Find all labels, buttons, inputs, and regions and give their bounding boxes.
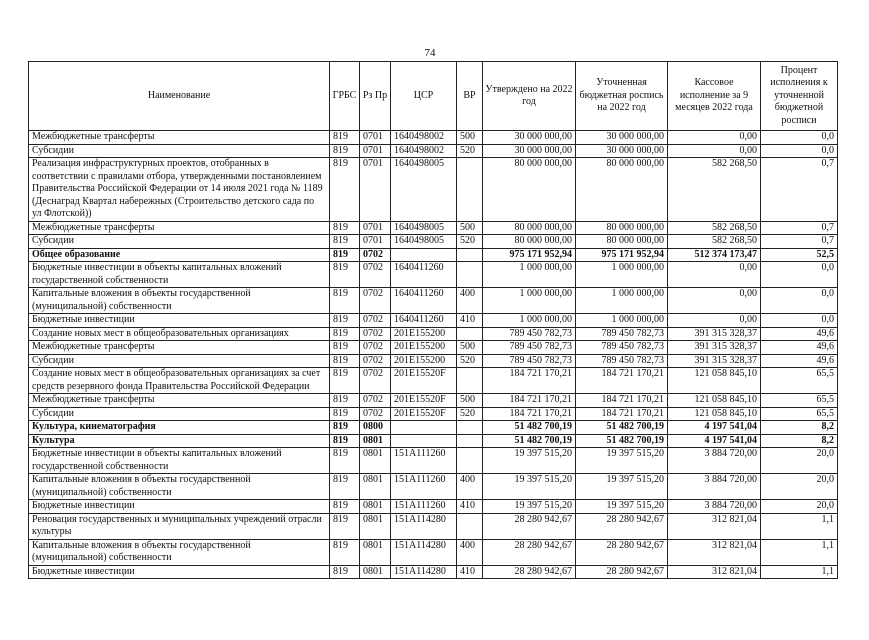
cell-approved: 30 000 000,00	[483, 144, 576, 158]
cell-grbs: 819	[330, 314, 360, 328]
cell-rz-pr: 0702	[360, 368, 391, 394]
cell-percent: 49,6	[761, 354, 838, 368]
cell-vr	[457, 158, 483, 222]
cell-grbs: 819	[330, 288, 360, 314]
cell-cash: 121 058 845,10	[668, 368, 761, 394]
cell-vr	[457, 327, 483, 341]
cell-cash: 312 821,04	[668, 565, 761, 579]
cell-percent: 0,0	[761, 262, 838, 288]
cell-cash: 0,00	[668, 262, 761, 288]
table-row	[29, 248, 838, 262]
header-rz-pr: Рз Пр	[360, 62, 391, 131]
cell-csr: 1640498005	[391, 158, 457, 222]
table-row	[29, 421, 838, 435]
cell-approved: 19 397 515,20	[483, 448, 576, 474]
cell-percent: 65,5	[761, 394, 838, 408]
cell-name: Капитальные вложения в объекты государственной (муниципальной) собственности	[29, 474, 330, 500]
table-row	[29, 565, 838, 579]
cell-csr: 1640498005	[391, 235, 457, 249]
table-row	[29, 144, 838, 158]
cell-cash: 0,00	[668, 131, 761, 145]
cell-cash: 391 315 328,37	[668, 354, 761, 368]
cell-approved: 184 721 170,21	[483, 407, 576, 421]
cell-percent: 49,6	[761, 341, 838, 355]
cell-vr	[457, 368, 483, 394]
cell-percent: 20,0	[761, 448, 838, 474]
cell-grbs: 819	[330, 539, 360, 565]
table-row	[29, 354, 838, 368]
cell-cash: 512 374 173,47	[668, 248, 761, 262]
table-row	[29, 407, 838, 421]
cell-csr: 1640411260	[391, 314, 457, 328]
cell-approved: 80 000 000,00	[483, 158, 576, 222]
cell-approved: 28 280 942,67	[483, 539, 576, 565]
cell-vr: 500	[457, 131, 483, 145]
cell-csr: 1640411260	[391, 262, 457, 288]
cell-rz-pr: 0800	[360, 421, 391, 435]
table-row	[29, 314, 838, 328]
table-row	[29, 434, 838, 448]
cell-name: Реализация инфраструктурных проектов, отобранных в соответствии с правилами отбора, утвержденными постановлением Правительства Российской Федерации от 14 июля 2021 года № 1189 (Деснаград Квартал набережных (Строительство детского сада по ул Флотской))	[29, 158, 330, 222]
cell-grbs: 819	[330, 354, 360, 368]
cell-name: Субсидии	[29, 354, 330, 368]
cell-refined: 184 721 170,21	[576, 407, 668, 421]
cell-percent: 1,1	[761, 539, 838, 565]
cell-approved: 789 450 782,73	[483, 327, 576, 341]
table-row	[29, 327, 838, 341]
cell-percent: 0,7	[761, 235, 838, 249]
cell-rz-pr: 0702	[360, 248, 391, 262]
cell-refined: 184 721 170,21	[576, 368, 668, 394]
cell-refined: 789 450 782,73	[576, 341, 668, 355]
table-row	[29, 474, 838, 500]
table-row	[29, 368, 838, 394]
table-body	[29, 131, 838, 579]
cell-csr: 1640411260	[391, 288, 457, 314]
cell-refined: 1 000 000,00	[576, 262, 668, 288]
cell-csr	[391, 248, 457, 262]
cell-grbs: 819	[330, 500, 360, 514]
cell-cash: 3 884 720,00	[668, 500, 761, 514]
cell-vr: 500	[457, 221, 483, 235]
table-row	[29, 539, 838, 565]
cell-refined: 1 000 000,00	[576, 314, 668, 328]
cell-percent: 20,0	[761, 500, 838, 514]
cell-name: Субсидии	[29, 235, 330, 249]
cell-approved: 1 000 000,00	[483, 262, 576, 288]
cell-csr: 201E155200	[391, 327, 457, 341]
cell-name: Межбюджетные трансферты	[29, 221, 330, 235]
header-name: Наименование	[29, 62, 330, 131]
cell-rz-pr: 0701	[360, 158, 391, 222]
cell-percent: 65,5	[761, 368, 838, 394]
cell-name: Бюджетные инвестиции	[29, 565, 330, 579]
cell-percent: 1,1	[761, 513, 838, 539]
cell-refined: 789 450 782,73	[576, 354, 668, 368]
cell-approved: 975 171 952,94	[483, 248, 576, 262]
cell-percent: 0,7	[761, 158, 838, 222]
header-grbs: ГРБС	[330, 62, 360, 131]
cell-percent: 8,2	[761, 421, 838, 435]
cell-grbs: 819	[330, 513, 360, 539]
cell-rz-pr: 0801	[360, 448, 391, 474]
cell-percent: 65,5	[761, 407, 838, 421]
cell-cash: 0,00	[668, 144, 761, 158]
cell-vr: 410	[457, 565, 483, 579]
cell-csr: 151A111260	[391, 474, 457, 500]
cell-csr	[391, 434, 457, 448]
cell-refined: 1 000 000,00	[576, 288, 668, 314]
cell-vr: 520	[457, 235, 483, 249]
cell-approved: 19 397 515,20	[483, 500, 576, 514]
cell-rz-pr: 0702	[360, 314, 391, 328]
cell-csr: 151A111260	[391, 500, 457, 514]
table-row	[29, 448, 838, 474]
table-row	[29, 500, 838, 514]
cell-vr	[457, 421, 483, 435]
cell-refined: 28 280 942,67	[576, 565, 668, 579]
cell-percent: 8,2	[761, 434, 838, 448]
cell-approved: 1 000 000,00	[483, 314, 576, 328]
cell-rz-pr: 0801	[360, 565, 391, 579]
header-csr: ЦСР	[391, 62, 457, 131]
page-number: 74	[424, 47, 436, 59]
cell-approved: 184 721 170,21	[483, 368, 576, 394]
cell-name: Субсидии	[29, 407, 330, 421]
cell-name: Создание новых мест в общеобразовательных организациях за счет средств резервного фонда Правительства Российской Федерации	[29, 368, 330, 394]
cell-name: Межбюджетные трансферты	[29, 394, 330, 408]
cell-cash: 391 315 328,37	[668, 327, 761, 341]
cell-csr: 1640498005	[391, 221, 457, 235]
header-percent: Процент исполнения к уточненной бюджетной росписи	[761, 62, 838, 131]
cell-refined: 51 482 700,19	[576, 421, 668, 435]
cell-csr: 1640498002	[391, 131, 457, 145]
cell-grbs: 819	[330, 221, 360, 235]
cell-csr: 201E15520F	[391, 407, 457, 421]
cell-cash: 582 268,50	[668, 158, 761, 222]
cell-cash: 3 884 720,00	[668, 448, 761, 474]
cell-vr	[457, 262, 483, 288]
cell-cash: 312 821,04	[668, 539, 761, 565]
cell-percent: 0,0	[761, 131, 838, 145]
cell-name: Межбюджетные трансферты	[29, 131, 330, 145]
cell-vr	[457, 448, 483, 474]
table-row	[29, 288, 838, 314]
cell-grbs: 819	[330, 394, 360, 408]
cell-name: Культура	[29, 434, 330, 448]
cell-rz-pr: 0701	[360, 235, 391, 249]
cell-refined: 19 397 515,20	[576, 500, 668, 514]
cell-percent: 0,0	[761, 314, 838, 328]
cell-cash: 582 268,50	[668, 235, 761, 249]
cell-csr: 201E15520F	[391, 368, 457, 394]
cell-name: Реновация государственных и муниципальных учреждений отрасли культуры	[29, 513, 330, 539]
cell-csr: 201E15520F	[391, 394, 457, 408]
cell-name: Бюджетные инвестиции в объекты капитальных вложений государственной собственности	[29, 448, 330, 474]
cell-name: Бюджетные инвестиции в объекты капитальных вложений государственной собственности	[29, 262, 330, 288]
cell-name: Капитальные вложения в объекты государственной (муниципальной) собственности	[29, 539, 330, 565]
cell-csr: 151A114280	[391, 539, 457, 565]
cell-vr: 410	[457, 314, 483, 328]
cell-approved: 184 721 170,21	[483, 394, 576, 408]
cell-refined: 19 397 515,20	[576, 474, 668, 500]
cell-approved: 30 000 000,00	[483, 131, 576, 145]
cell-approved: 19 397 515,20	[483, 474, 576, 500]
cell-grbs: 819	[330, 434, 360, 448]
cell-percent: 1,1	[761, 565, 838, 579]
table-row	[29, 513, 838, 539]
cell-grbs: 819	[330, 368, 360, 394]
cell-grbs: 819	[330, 407, 360, 421]
cell-rz-pr: 0801	[360, 539, 391, 565]
cell-percent: 0,0	[761, 288, 838, 314]
cell-grbs: 819	[330, 262, 360, 288]
cell-refined: 28 280 942,67	[576, 513, 668, 539]
cell-vr: 400	[457, 288, 483, 314]
cell-cash: 0,00	[668, 314, 761, 328]
cell-cash: 582 268,50	[668, 221, 761, 235]
cell-name: Межбюджетные трансферты	[29, 341, 330, 355]
cell-approved: 51 482 700,19	[483, 434, 576, 448]
cell-refined: 28 280 942,67	[576, 539, 668, 565]
cell-approved: 51 482 700,19	[483, 421, 576, 435]
table-row	[29, 394, 838, 408]
cell-refined: 80 000 000,00	[576, 221, 668, 235]
table-row	[29, 235, 838, 249]
cell-approved: 80 000 000,00	[483, 221, 576, 235]
cell-approved: 28 280 942,67	[483, 513, 576, 539]
cell-refined: 51 482 700,19	[576, 434, 668, 448]
cell-approved: 80 000 000,00	[483, 235, 576, 249]
cell-rz-pr: 0801	[360, 513, 391, 539]
cell-refined: 80 000 000,00	[576, 158, 668, 222]
cell-cash: 312 821,04	[668, 513, 761, 539]
cell-rz-pr: 0702	[360, 407, 391, 421]
cell-name: Культура, кинематография	[29, 421, 330, 435]
cell-rz-pr: 0702	[360, 288, 391, 314]
cell-refined: 789 450 782,73	[576, 327, 668, 341]
budget-table	[28, 61, 838, 579]
cell-cash: 4 197 541,04	[668, 421, 761, 435]
cell-approved: 28 280 942,67	[483, 565, 576, 579]
cell-grbs: 819	[330, 131, 360, 145]
cell-refined: 975 171 952,94	[576, 248, 668, 262]
cell-cash: 121 058 845,10	[668, 394, 761, 408]
table-header-row	[29, 62, 838, 131]
cell-refined: 80 000 000,00	[576, 235, 668, 249]
table-row	[29, 221, 838, 235]
cell-vr: 410	[457, 500, 483, 514]
cell-rz-pr: 0702	[360, 327, 391, 341]
cell-refined: 30 000 000,00	[576, 144, 668, 158]
cell-cash: 3 884 720,00	[668, 474, 761, 500]
cell-cash: 121 058 845,10	[668, 407, 761, 421]
cell-grbs: 819	[330, 248, 360, 262]
cell-csr: 201E155200	[391, 354, 457, 368]
cell-rz-pr: 0801	[360, 500, 391, 514]
cell-csr: 151A111260	[391, 448, 457, 474]
cell-name: Создание новых мест в общеобразовательных организациях	[29, 327, 330, 341]
cell-csr: 151A114280	[391, 513, 457, 539]
cell-vr: 520	[457, 144, 483, 158]
header-refined: Уточненная бюджетная роспись на 2022 год	[576, 62, 668, 131]
cell-refined: 30 000 000,00	[576, 131, 668, 145]
cell-cash: 391 315 328,37	[668, 341, 761, 355]
cell-refined: 184 721 170,21	[576, 394, 668, 408]
cell-approved: 1 000 000,00	[483, 288, 576, 314]
cell-rz-pr: 0801	[360, 434, 391, 448]
cell-name: Общее образование	[29, 248, 330, 262]
header-approved: Утверждено на 2022 год	[483, 62, 576, 131]
cell-csr: 151A114280	[391, 565, 457, 579]
table-row	[29, 131, 838, 145]
cell-vr: 400	[457, 539, 483, 565]
cell-rz-pr: 0702	[360, 394, 391, 408]
cell-grbs: 819	[330, 327, 360, 341]
cell-name: Капитальные вложения в объекты государственной (муниципальной) собственности	[29, 288, 330, 314]
cell-vr	[457, 248, 483, 262]
cell-approved: 789 450 782,73	[483, 341, 576, 355]
cell-refined: 19 397 515,20	[576, 448, 668, 474]
cell-grbs: 819	[330, 158, 360, 222]
cell-percent: 0,0	[761, 144, 838, 158]
header-vr: ВР	[457, 62, 483, 131]
cell-grbs: 819	[330, 341, 360, 355]
table-row	[29, 341, 838, 355]
cell-csr: 1640498002	[391, 144, 457, 158]
cell-percent: 0,7	[761, 221, 838, 235]
cell-cash: 4 197 541,04	[668, 434, 761, 448]
cell-csr: 201E155200	[391, 341, 457, 355]
cell-vr: 500	[457, 341, 483, 355]
cell-percent: 52,5	[761, 248, 838, 262]
cell-grbs: 819	[330, 421, 360, 435]
cell-vr: 520	[457, 354, 483, 368]
table-row	[29, 158, 838, 222]
cell-csr	[391, 421, 457, 435]
cell-cash: 0,00	[668, 288, 761, 314]
cell-percent: 20,0	[761, 474, 838, 500]
cell-vr: 520	[457, 407, 483, 421]
cell-approved: 789 450 782,73	[483, 354, 576, 368]
cell-rz-pr: 0701	[360, 144, 391, 158]
cell-vr	[457, 513, 483, 539]
table-row	[29, 262, 838, 288]
cell-percent: 49,6	[761, 327, 838, 341]
cell-name: Бюджетные инвестиции	[29, 500, 330, 514]
cell-rz-pr: 0702	[360, 262, 391, 288]
cell-rz-pr: 0702	[360, 354, 391, 368]
cell-name: Субсидии	[29, 144, 330, 158]
cell-grbs: 819	[330, 448, 360, 474]
cell-name: Бюджетные инвестиции	[29, 314, 330, 328]
cell-vr: 400	[457, 474, 483, 500]
cell-rz-pr: 0701	[360, 221, 391, 235]
cell-grbs: 819	[330, 235, 360, 249]
cell-vr: 500	[457, 394, 483, 408]
cell-grbs: 819	[330, 474, 360, 500]
cell-rz-pr: 0702	[360, 341, 391, 355]
cell-grbs: 819	[330, 144, 360, 158]
cell-rz-pr: 0801	[360, 474, 391, 500]
header-cash: Кассовое исполнение за 9 месяцев 2022 года	[668, 62, 761, 131]
cell-vr	[457, 434, 483, 448]
cell-grbs: 819	[330, 565, 360, 579]
cell-rz-pr: 0701	[360, 131, 391, 145]
